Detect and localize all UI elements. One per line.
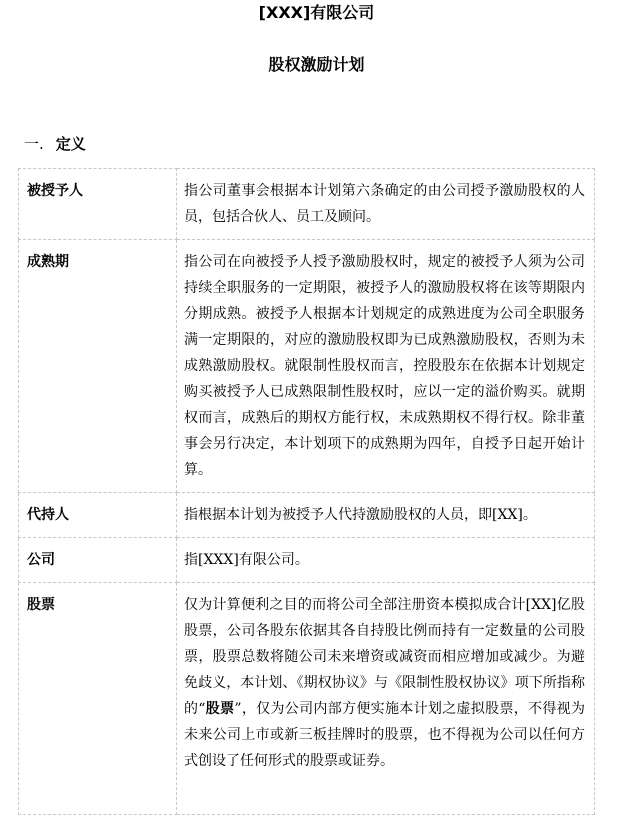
plan-title: 股权激励计划 — [268, 55, 365, 74]
definition-cell: 指根据本计划为被授予人代持激励股权的人员，即[XX]。 — [177, 493, 595, 538]
table-row — [19, 493, 595, 538]
definition-emphasis: 股票 — [205, 701, 235, 717]
definition-cell: 指公司董事会根据本计划第六条确定的由公司授予激励股权的人员，包括合伙人、员工及顾问。 — [177, 169, 595, 240]
definitions-table — [18, 168, 595, 815]
definition-cell — [177, 583, 595, 815]
table-row — [19, 240, 595, 493]
term-cell: 成熟期 — [19, 240, 177, 493]
term-cell: 被授予人 — [19, 169, 177, 240]
term-cell: 代持人 — [19, 493, 177, 538]
term-cell: 股票 — [19, 583, 177, 815]
table-row — [19, 169, 595, 240]
section-number: 一. — [24, 135, 44, 153]
definition-text: 仅为计算便利之目的而将公司全部注册资本模拟成合计[XX]亿股股票，公司各股东依据其各自持股比例而持有一定数量的公司股票，股票总数将随公司未来增资或减资而相应增加或减少。为避免歧义，本计划、《期权协议》与《限制性股权协议》项下所指称的“ — [184, 597, 585, 717]
definition-cell: 指[XXX]有限公司。 — [177, 538, 595, 583]
section-heading — [24, 134, 86, 154]
company-title: [XXX]有限公司 — [258, 3, 375, 22]
table-row — [19, 583, 595, 815]
definition-cell: 指公司在向被授予人授予激励股权时，规定的被授予人须为公司持续全职服务的一定期限，被授予人的激励股权将在该等期限内分期成熟。被授予人根据本计划规定的成熟进度为公司全职服务满一定期限的，对应的激励股权即为已成熟激励股权，否则为未成熟激励股权。就限制性股权而言，控股股东在依据本计划规定购买被授予人已成熟限制性股权时，应以一定的溢价购买。就期权而言，成熟后的期权方能行权，未成熟期权不得行权。除非董事会另行决定，本计划项下的成熟期为四年，自授予日起开始计算。 — [177, 240, 595, 493]
term-cell: 公司 — [19, 538, 177, 583]
section-title: 定义 — [55, 135, 86, 153]
definition-text: ”，仅为公司内部方便实施本计划之虚拟股票，不得视为未来公司上市或新三板挂牌时的股票，也不得视为公司以任何方式创设了任何形式的股票或证券。 — [184, 701, 585, 769]
table-row — [19, 538, 595, 583]
